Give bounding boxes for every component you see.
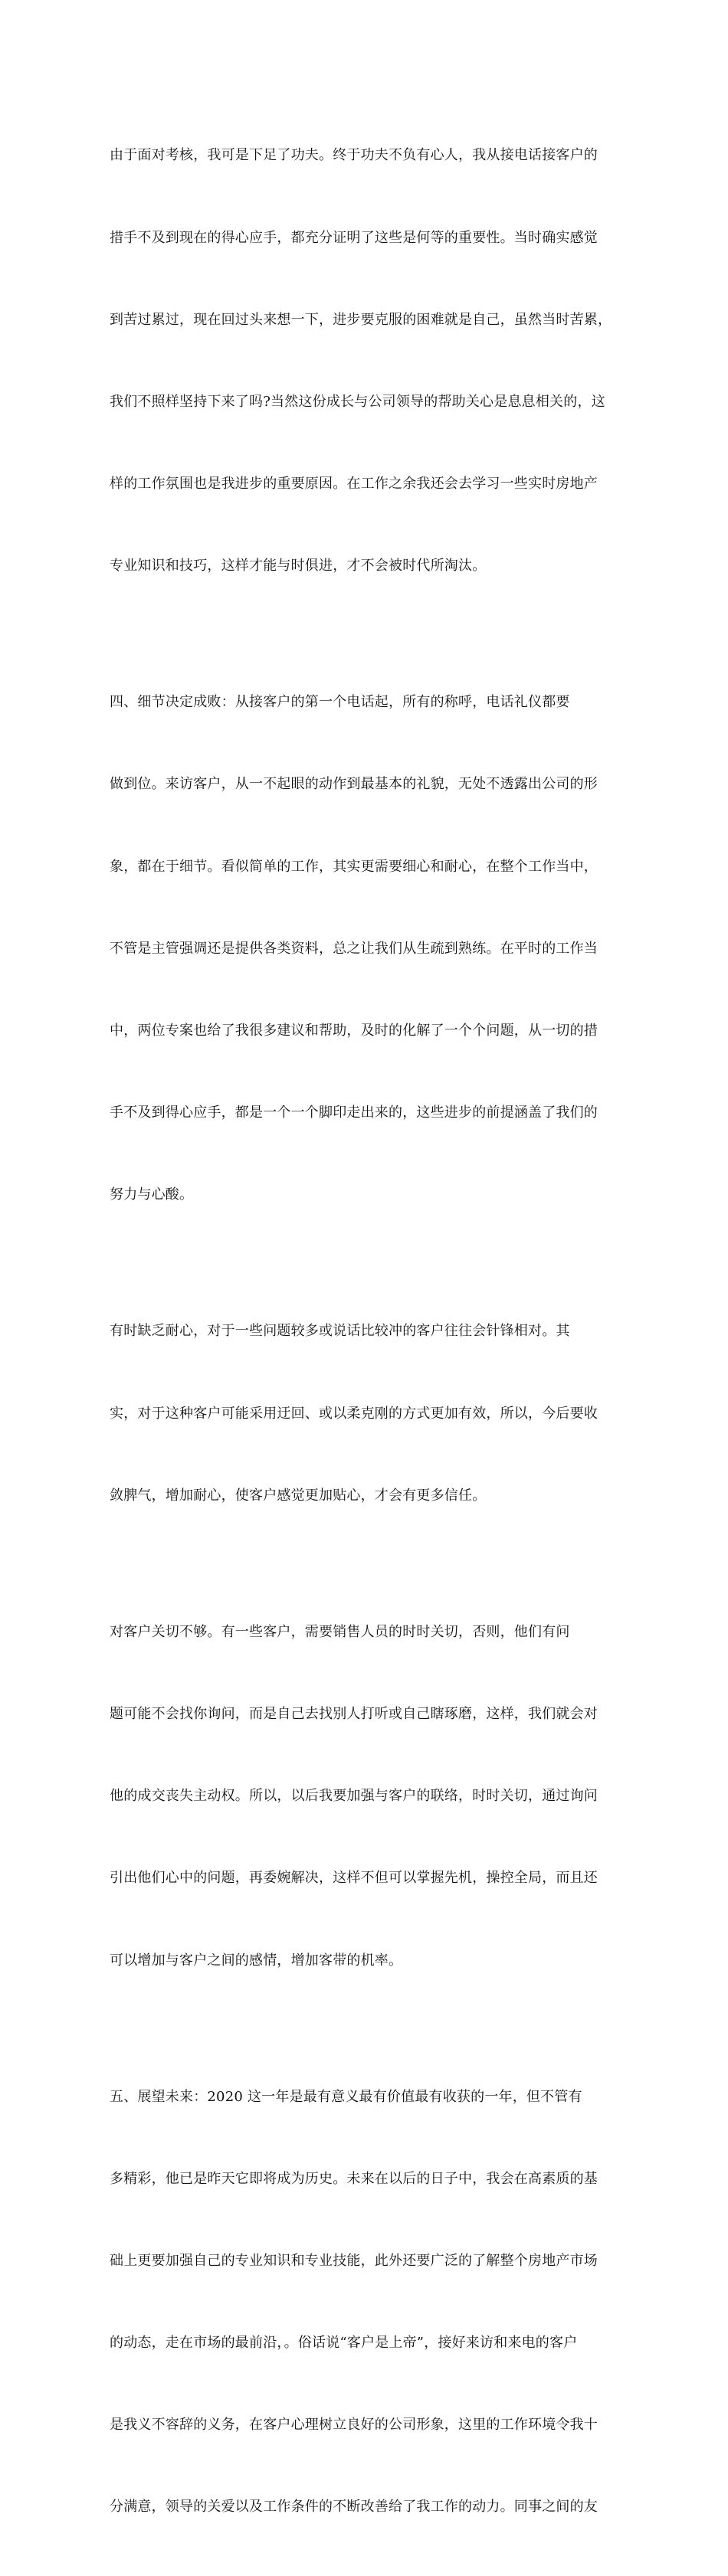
paragraph-4 (110, 1564, 618, 2029)
text-line: 础上更要加强自己的专业知识和专业技能，此外还要广泛的了解整个房地产市场 (110, 2253, 598, 2270)
text-line: 他的成交丧失主动权。所以，以后我要加强与客户的联络，时时关切，通过询问 (110, 1788, 598, 1805)
text-line: 措手不及到现在的得心应手，都充分证明了这些是何等的重要性。当时确实感觉 (110, 229, 598, 246)
text-line: 努力与心酸。 (110, 1186, 194, 1203)
paragraph-1 (110, 87, 618, 634)
text-line: 对客户关切不够。有一些客户，需要销售人员的时时关切，否则，他们有问 (110, 1624, 570, 1641)
text-line: 中，两位专案也给了我很多建议和帮助，及时的化解了一个个问题，从一切的措 (110, 1022, 598, 1039)
paragraph-5 (110, 2029, 618, 2576)
text-line: 样的工作氛围也是我进步的重要原因。在工作之余我还会去学习一些实时房地产 (110, 475, 598, 492)
paragraph-3 (110, 1263, 618, 1564)
text-line: 多精彩，他已是昨天它即将成为历史。未来在以后的日子中，我会在高素质的基 (110, 2171, 598, 2188)
text-line: 做到位。来访客户，从一不起眼的动作到最基本的礼貌，无处不透露出公司的形 (110, 776, 598, 793)
text-line: 我们不照样坚持下来了吗?当然这份成长与公司领导的帮助关心是息息相关的，这 (110, 393, 605, 410)
paragraph-2 (110, 634, 618, 1263)
text-line: 题可能不会找你询问，而是自己去找别人打听或自己瞎琢磨，这样，我们就会对 (110, 1706, 598, 1723)
text-line: 手不及到得心应手，都是一个一个脚印走出来的，这些进步的前提涵盖了我们的 (110, 1104, 598, 1121)
text-line: 五、展望未来：2020 这一年是最有意义最有价值最有收获的一年，但不管有 (110, 2089, 582, 2105)
text-line: 实，对于这种客户可能采用迂回、或以柔克刚的方式更加有效，所以，今后要收 (110, 1405, 598, 1422)
text-line: 专业知识和技巧，这样才能与时俱进，才不会被时代所淘汰。 (110, 557, 487, 574)
text-line: 分满意，领导的关爱以及工作条件的不断改善给了我工作的动力。同事之间的友 (110, 2499, 598, 2515)
text-line: 不管是主管强调还是提供各类资料，总之让我们从生疏到熟练。在平时的工作当 (110, 940, 598, 957)
text-line: 的动态，走在市场的最前沿，。俗话说“客户是上帝”，接好来访和来电的客户 (110, 2335, 578, 2352)
text-line: 可以增加与客户之间的感情，增加客带的机率。 (110, 1952, 403, 1969)
text-line: 四、细节决定成败：从接客户的第一个电话起，所有的称呼，电话礼仪都要 (110, 694, 570, 711)
text-line: 敛脾气，增加耐心，使客户感觉更加贴心，才会有更多信任。 (110, 1487, 487, 1504)
text-line: 到苦过累过，现在回过头来想一下，进步要克服的困难就是自己，虽然当时苦累， (110, 311, 612, 328)
text-line: 有时缺乏耐心，对于一些问题较多或说话比较冲的客户往往会针锋相对。其 (110, 1323, 570, 1340)
text-line: 象，都在于细节。看似简单的工作，其实更需要细心和耐心，在整个工作当中， (110, 858, 598, 875)
text-line: 由于面对考核，我可是下足了功夫。终于功夫不负有心人，我从接电话接客户的 (110, 147, 598, 164)
text-line: 是我义不容辞的义务，在客户心理树立良好的公司形象，这里的工作环境令我十 (110, 2417, 598, 2434)
text-line: 引出他们心中的问题，再委婉解决，这样不但可以掌握先机，操控全局，而且还 (110, 1870, 598, 1887)
document-body (110, 87, 618, 2576)
